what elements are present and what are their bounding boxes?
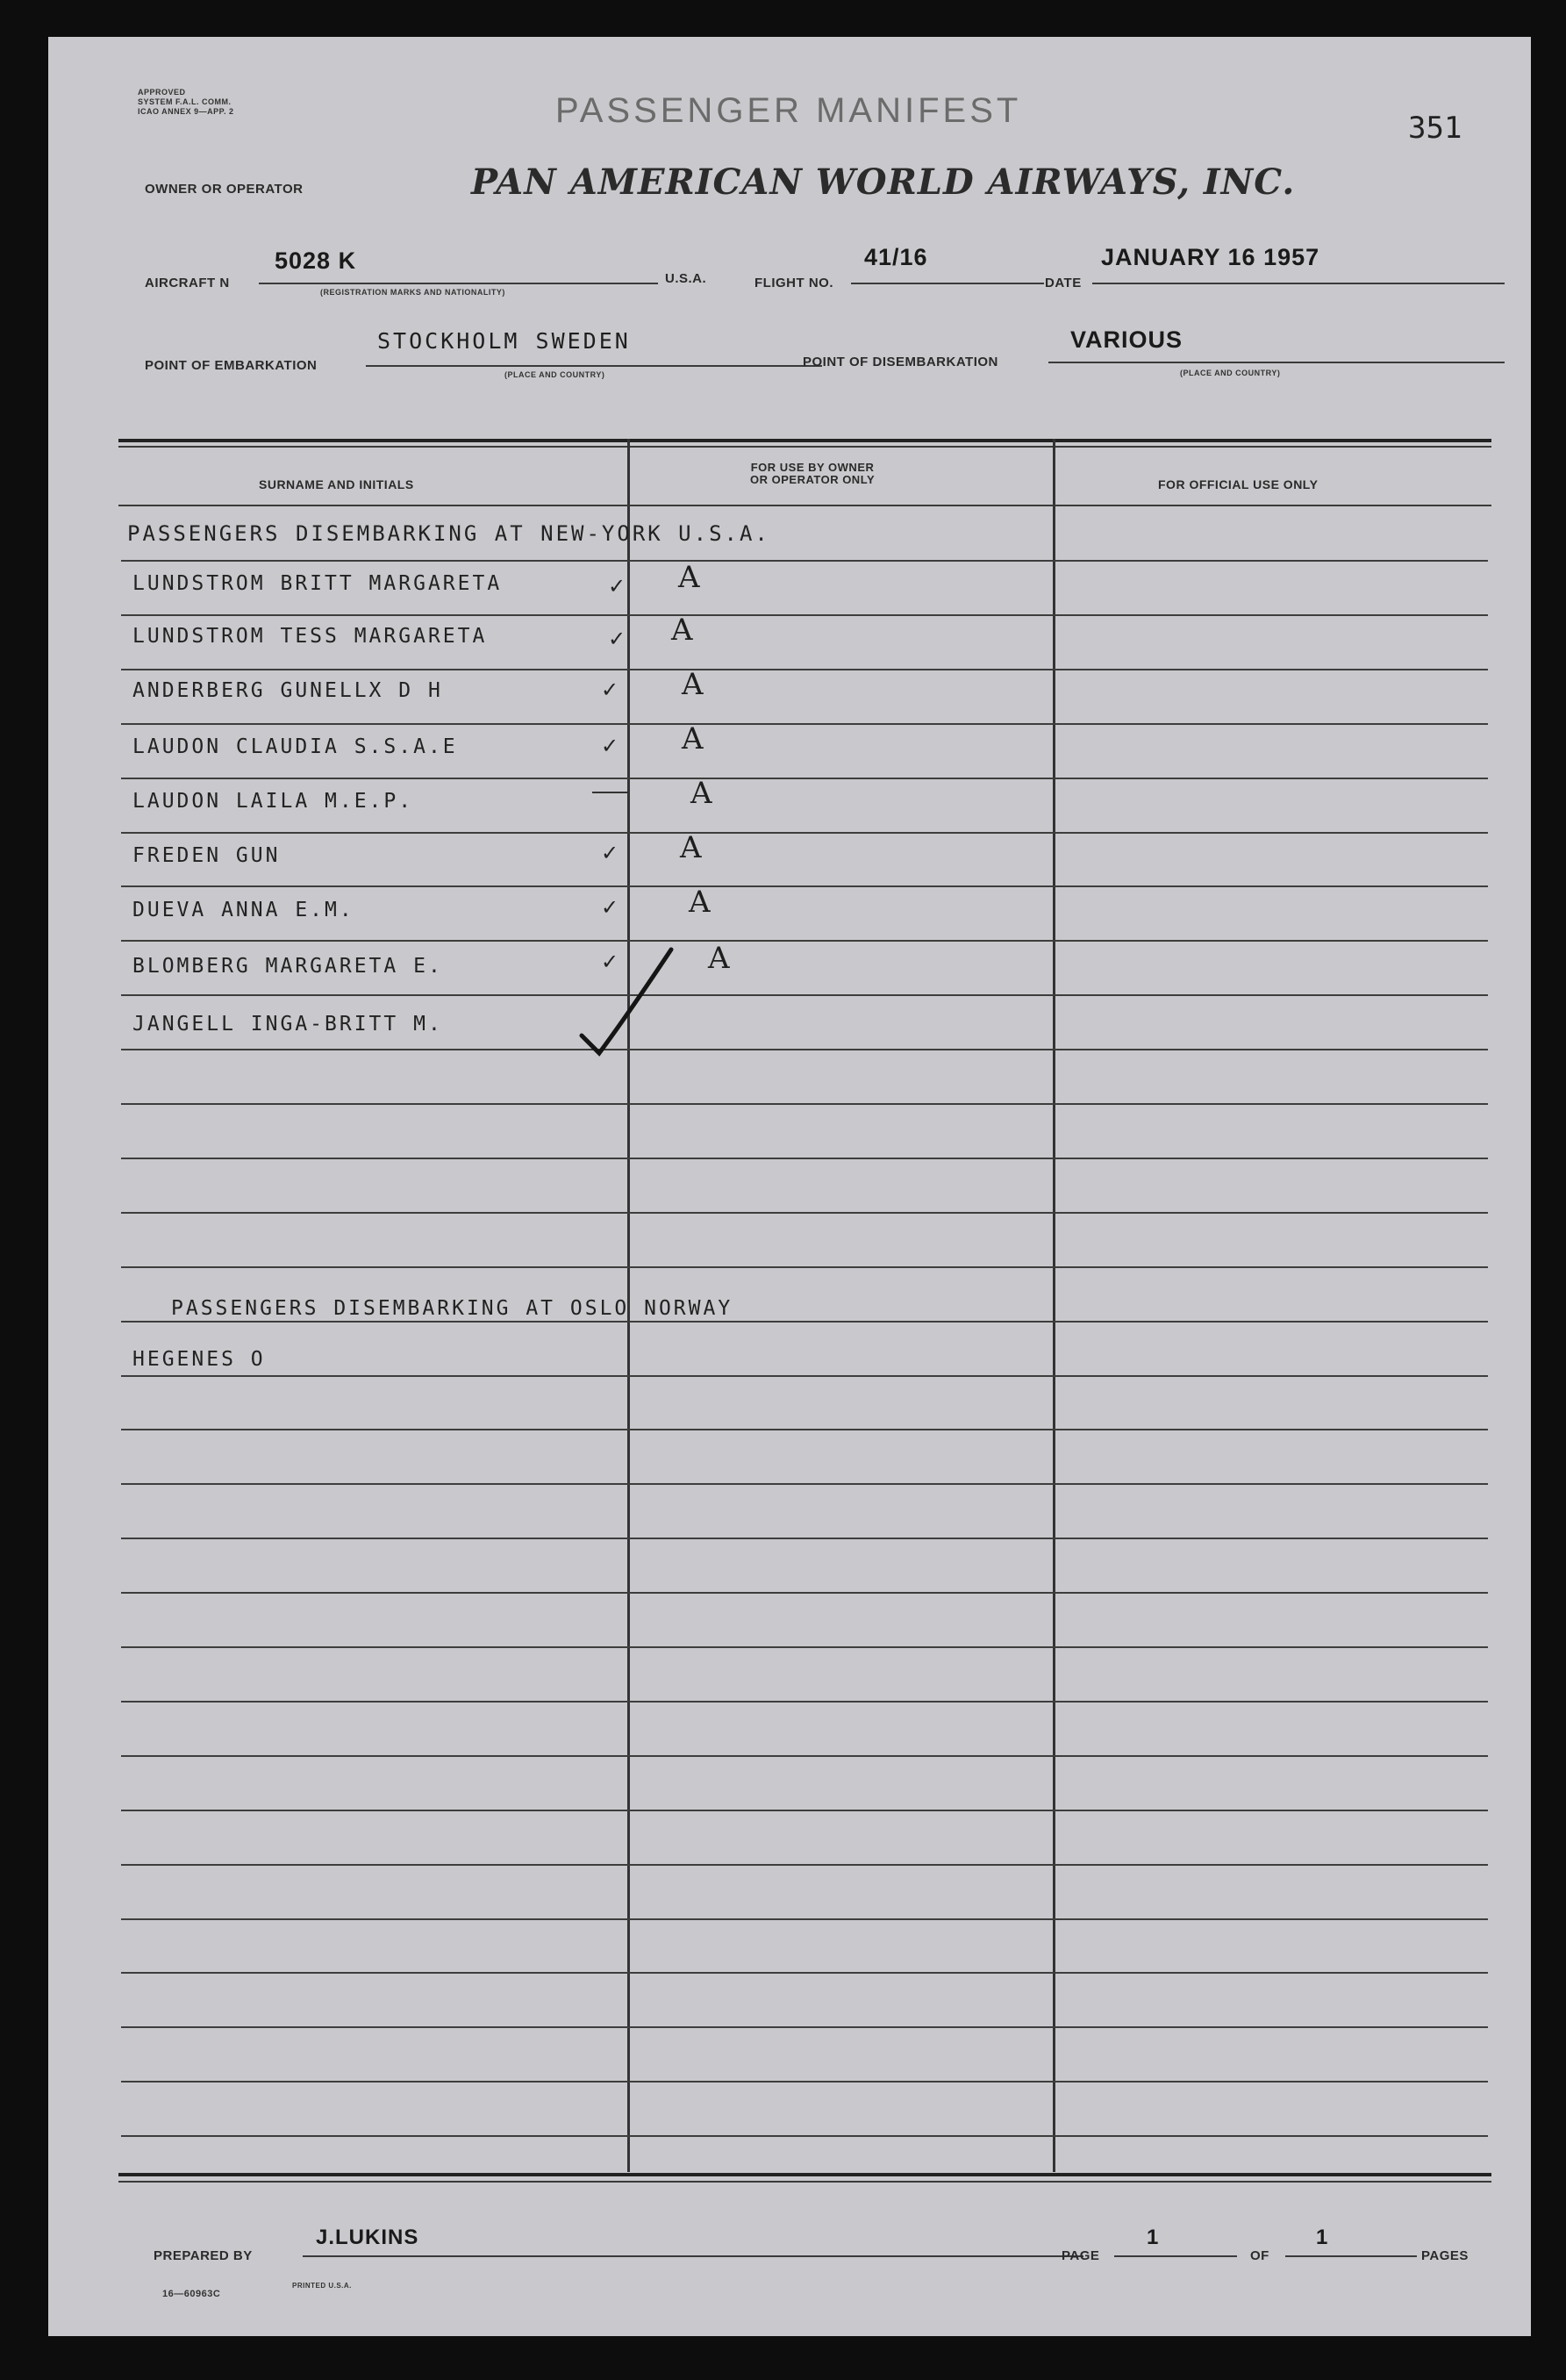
ruled-line xyxy=(121,1158,1488,1159)
flight-label: FLIGHT NO. xyxy=(754,276,833,290)
disembark-value: VARIOUS xyxy=(1070,326,1183,353)
embark-caption: (PLACE AND COUNTRY) xyxy=(504,370,605,379)
check-mark-icon: ✓ xyxy=(601,895,619,920)
ruled-line xyxy=(121,1483,1488,1485)
passenger-mark: A xyxy=(678,560,700,595)
ruled-line xyxy=(121,2081,1488,2082)
section-heading: PASSENGERS DISEMBARKING AT NEW-YORK U.S.A. xyxy=(127,521,770,546)
passenger-name: DUEVA ANNA E.M. xyxy=(132,899,354,921)
ruled-line xyxy=(121,1049,1488,1050)
approval-block xyxy=(138,88,234,117)
passenger-name: JANGELL INGA-BRITT M. xyxy=(132,1013,443,1036)
aircraft-value: 5028 K xyxy=(275,247,357,274)
passenger-name: FREDEN GUN xyxy=(132,844,281,867)
passenger-name: LUNDSTROM TESS MARGARETA xyxy=(132,625,488,648)
passenger-mark: A xyxy=(690,776,712,811)
passenger-mark: A xyxy=(708,941,730,976)
owner-value: PAN AMERICAN WORLD AIRWAYS, INC. xyxy=(471,161,1296,203)
aircraft-label: AIRCRAFT N xyxy=(145,276,230,290)
flight-value: 41/16 xyxy=(864,244,928,270)
ruled-line xyxy=(121,1103,1488,1105)
page-number: 351 xyxy=(1408,111,1462,146)
dash-mark xyxy=(592,792,627,793)
ruled-line xyxy=(121,1646,1488,1648)
manifest-sheet xyxy=(48,37,1531,2336)
ruled-line xyxy=(121,1864,1488,1866)
approval-line: ICAO ANNEX 9—APP. 2 xyxy=(138,107,234,116)
ruled-line xyxy=(121,885,1488,887)
ruled-line xyxy=(121,994,1488,996)
ruled-line xyxy=(121,1375,1488,1377)
registration-caption: (REGISTRATION MARKS AND NATIONALITY) xyxy=(320,288,505,297)
check-mark-icon: ✓ xyxy=(601,950,619,974)
check-mark-icon: ✓ xyxy=(601,734,619,758)
ruled-line xyxy=(121,1810,1488,1811)
ruled-line xyxy=(121,778,1488,779)
embark-label: POINT OF EMBARKATION xyxy=(145,358,318,373)
page-title: PASSENGER MANIFEST xyxy=(555,91,1022,130)
disembark-caption: (PLACE AND COUNTRY) xyxy=(1180,369,1281,377)
passenger-name: LAUDON CLAUDIA S.S.A.E xyxy=(132,735,458,758)
col-surname-header: SURNAME AND INITIALS xyxy=(259,477,414,491)
ruled-line xyxy=(121,2135,1488,2137)
ruled-line xyxy=(121,2026,1488,2028)
passenger-name: HEGENES O xyxy=(132,1348,266,1371)
pages-label: PAGES xyxy=(1421,2248,1469,2263)
date-label: DATE xyxy=(1045,276,1082,290)
check-mark-icon: ✓ xyxy=(608,627,626,651)
passenger-name: LUNDSTROM BRITT MARGARETA xyxy=(132,572,503,595)
col-owner-use-header: FOR USE BY OWNER OR OPERATOR ONLY xyxy=(750,461,876,486)
ruled-line xyxy=(121,1538,1488,1539)
ruled-line xyxy=(121,940,1488,942)
passenger-mark: A xyxy=(689,885,711,920)
check-mark-icon: ✓ xyxy=(608,574,626,599)
ruled-line xyxy=(121,1755,1488,1757)
approval-line: APPROVED xyxy=(138,88,186,97)
ruled-line xyxy=(121,723,1488,725)
ruled-line xyxy=(121,1321,1488,1323)
section-heading: PASSENGERS DISEMBARKING AT OSLO NORWAY xyxy=(171,1297,733,1320)
usa-label: U.S.A. xyxy=(665,271,707,286)
ruled-line xyxy=(121,1212,1488,1214)
ruled-line xyxy=(121,560,1488,562)
approval-line: SYSTEM F.A.L. COMM. xyxy=(138,97,232,106)
ruled-line xyxy=(121,614,1488,616)
date-value: JANUARY 16 1957 xyxy=(1101,244,1320,270)
ruled-line xyxy=(121,1701,1488,1703)
passenger-name: LAUDON LAILA M.E.P. xyxy=(132,790,414,813)
ruled-line xyxy=(121,1266,1488,1268)
ruled-line xyxy=(121,1592,1488,1594)
large-check-icon xyxy=(575,932,706,1072)
of-label: OF xyxy=(1250,2248,1269,2263)
passenger-mark: A xyxy=(682,667,704,702)
embark-value: STOCKHOLM SWEDEN xyxy=(377,328,631,354)
page-value: 1 xyxy=(1147,2226,1160,2249)
ruled-line xyxy=(121,669,1488,670)
ruled-line xyxy=(121,832,1488,834)
passenger-mark: A xyxy=(680,830,702,865)
col-official-header: FOR OFFICIAL USE ONLY xyxy=(1158,477,1319,491)
form-code: 16—60963C xyxy=(162,2289,221,2299)
check-mark-icon: ✓ xyxy=(601,677,619,702)
owner-label: OWNER OR OPERATOR xyxy=(145,182,304,197)
ruled-line xyxy=(121,1429,1488,1430)
ruled-line xyxy=(121,1918,1488,1920)
passenger-name: BLOMBERG MARGARETA E. xyxy=(132,955,443,978)
ruled-line xyxy=(121,1972,1488,1974)
prepared-label: PREPARED BY xyxy=(154,2248,253,2263)
page-label: PAGE xyxy=(1062,2248,1100,2263)
passenger-name: ANDERBERG GUNELLX D H xyxy=(132,679,443,702)
prepared-value: J.LUKINS xyxy=(316,2226,419,2249)
passenger-mark: A xyxy=(671,613,693,648)
column-divider xyxy=(1053,439,1055,2172)
check-mark-icon: ✓ xyxy=(601,841,619,865)
disembark-label: POINT OF DISEMBARKATION xyxy=(803,355,998,369)
of-value: 1 xyxy=(1316,2226,1329,2249)
printer-mark: PRINTED U.S.A. xyxy=(292,2282,352,2290)
passenger-mark: A xyxy=(682,721,704,756)
